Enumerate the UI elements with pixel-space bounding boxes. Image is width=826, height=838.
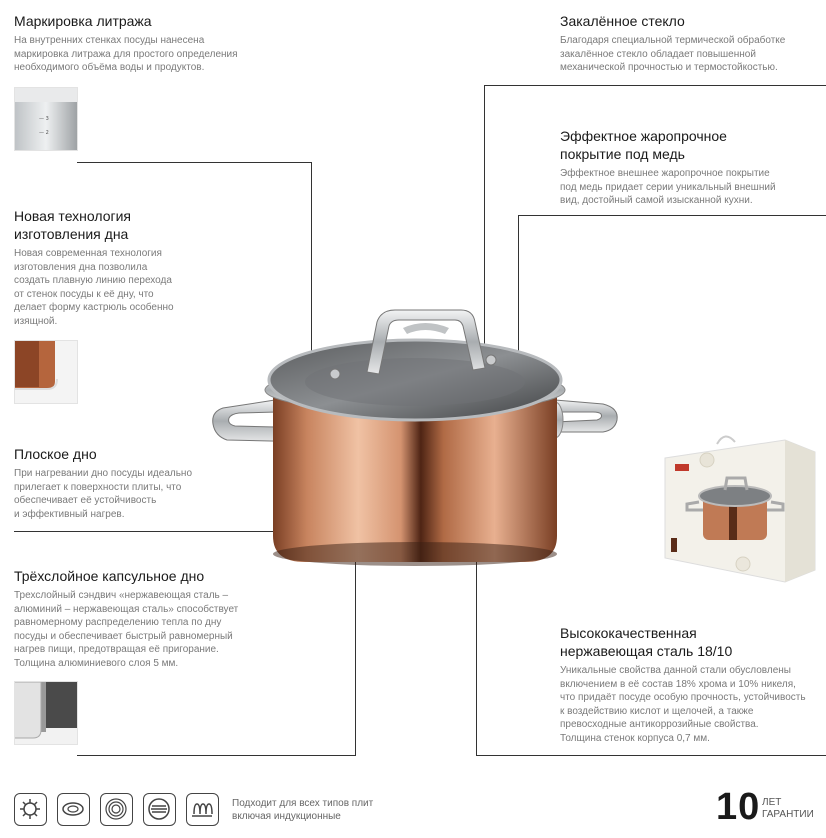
gas-stove-icon	[14, 793, 47, 826]
capacity-leader-line-h	[77, 162, 312, 163]
feature-flat-bottom-desc: При нагревании дно посуды идеально прилегает к поверхности плиты, что обеспечивает её устойчивость и эффективный нагрев.	[14, 468, 193, 520]
capsule-leader-line-v	[355, 562, 356, 756]
feature-steel-desc: Уникальные свойства данной стали обусловлены включением в её состав 18% хрома и 10% никеля, что придаёт посуде особую прочность, устойчивость к воздействию кислот и щелочей, а также превосходные антикоррозийные свойства. Толщина стенок корпуса 0,7 мм.	[560, 665, 806, 744]
feature-copper-desc: Эффектное внешнее жаропрочное покрытие под медь придает серии уникальный внешний вид, достойный самой изысканной кухни.	[560, 168, 776, 206]
feature-capacity-title: Маркировка литража	[14, 13, 152, 29]
bottom-tech-thumbnail	[14, 340, 78, 404]
stoves-compatibility-text: Подходит для всех типов плит включая индукционные	[232, 798, 374, 822]
feature-bottom-tech-title: Новая технология изготовления дна	[14, 208, 131, 242]
capacity-marking-thumbnail	[14, 87, 78, 151]
electric-stove-icon	[57, 793, 90, 826]
svg-text:— 2: — 2	[39, 130, 49, 136]
feature-steel	[560, 624, 822, 745]
halogen-stove-icon	[143, 793, 176, 826]
warranty-years-number: 10	[716, 786, 761, 828]
svg-text:— 3: — 3	[39, 116, 49, 122]
feature-glass-desc: Благодаря специальной термической обработке закалённое стекло обладает повышенной механической прочностью и термостойкостью.	[560, 35, 786, 73]
capsule-leader-line-h	[77, 755, 356, 756]
steel-leader-line-h	[476, 755, 826, 756]
feature-bottom-tech-desc: Новая современная технология изготовления дна позволила создать плавную линию перехода от стенок посуды к её дну, что делает форму кастрюль особенно изящной.	[14, 248, 174, 327]
feature-capsule-title: Трёхслойное капсульное дно	[14, 568, 205, 584]
product-box-illustration	[655, 430, 823, 590]
feature-flat-bottom-title: Плоское дно	[14, 446, 97, 462]
induction-stove-icon	[186, 793, 219, 826]
feature-glass	[560, 12, 822, 75]
feature-copper	[560, 127, 822, 208]
feature-capsule-desc: Трехслойный сэндвич «нержавеющая сталь – алюминий – нержавеющая сталь» способствует равномерному распределению тепла по дну посуды и обеспечивает быстрый равномерный нагрев пищи, предотвращая её пригорание. Толщина алюминиевого слоя 5 мм.	[14, 590, 239, 669]
warranty-years-label: ЛЕТ ГАРАНТИИ	[762, 797, 814, 820]
feature-steel-title: Высококачественная нержавеющая сталь 18/10	[560, 625, 733, 659]
copper-leader-line-h	[518, 215, 826, 216]
glass-leader-line-h	[484, 85, 826, 86]
feature-copper-title: Эффектное жаропрочное покрытие под медь	[560, 128, 727, 162]
feature-capacity-desc: На внутренних стенках посуды нанесена маркировка литража для простого определения необходимого объёма воды и продуктов.	[14, 35, 238, 73]
feature-capsule	[14, 567, 284, 670]
capsule-bottom-thumbnail	[14, 681, 78, 745]
glass-ceramic-stove-icon	[100, 793, 133, 826]
feature-capacity	[14, 12, 284, 75]
feature-bottom-tech	[14, 207, 214, 328]
feature-glass-title: Закалённое стекло	[560, 13, 685, 29]
saucepan-illustration	[205, 300, 625, 570]
